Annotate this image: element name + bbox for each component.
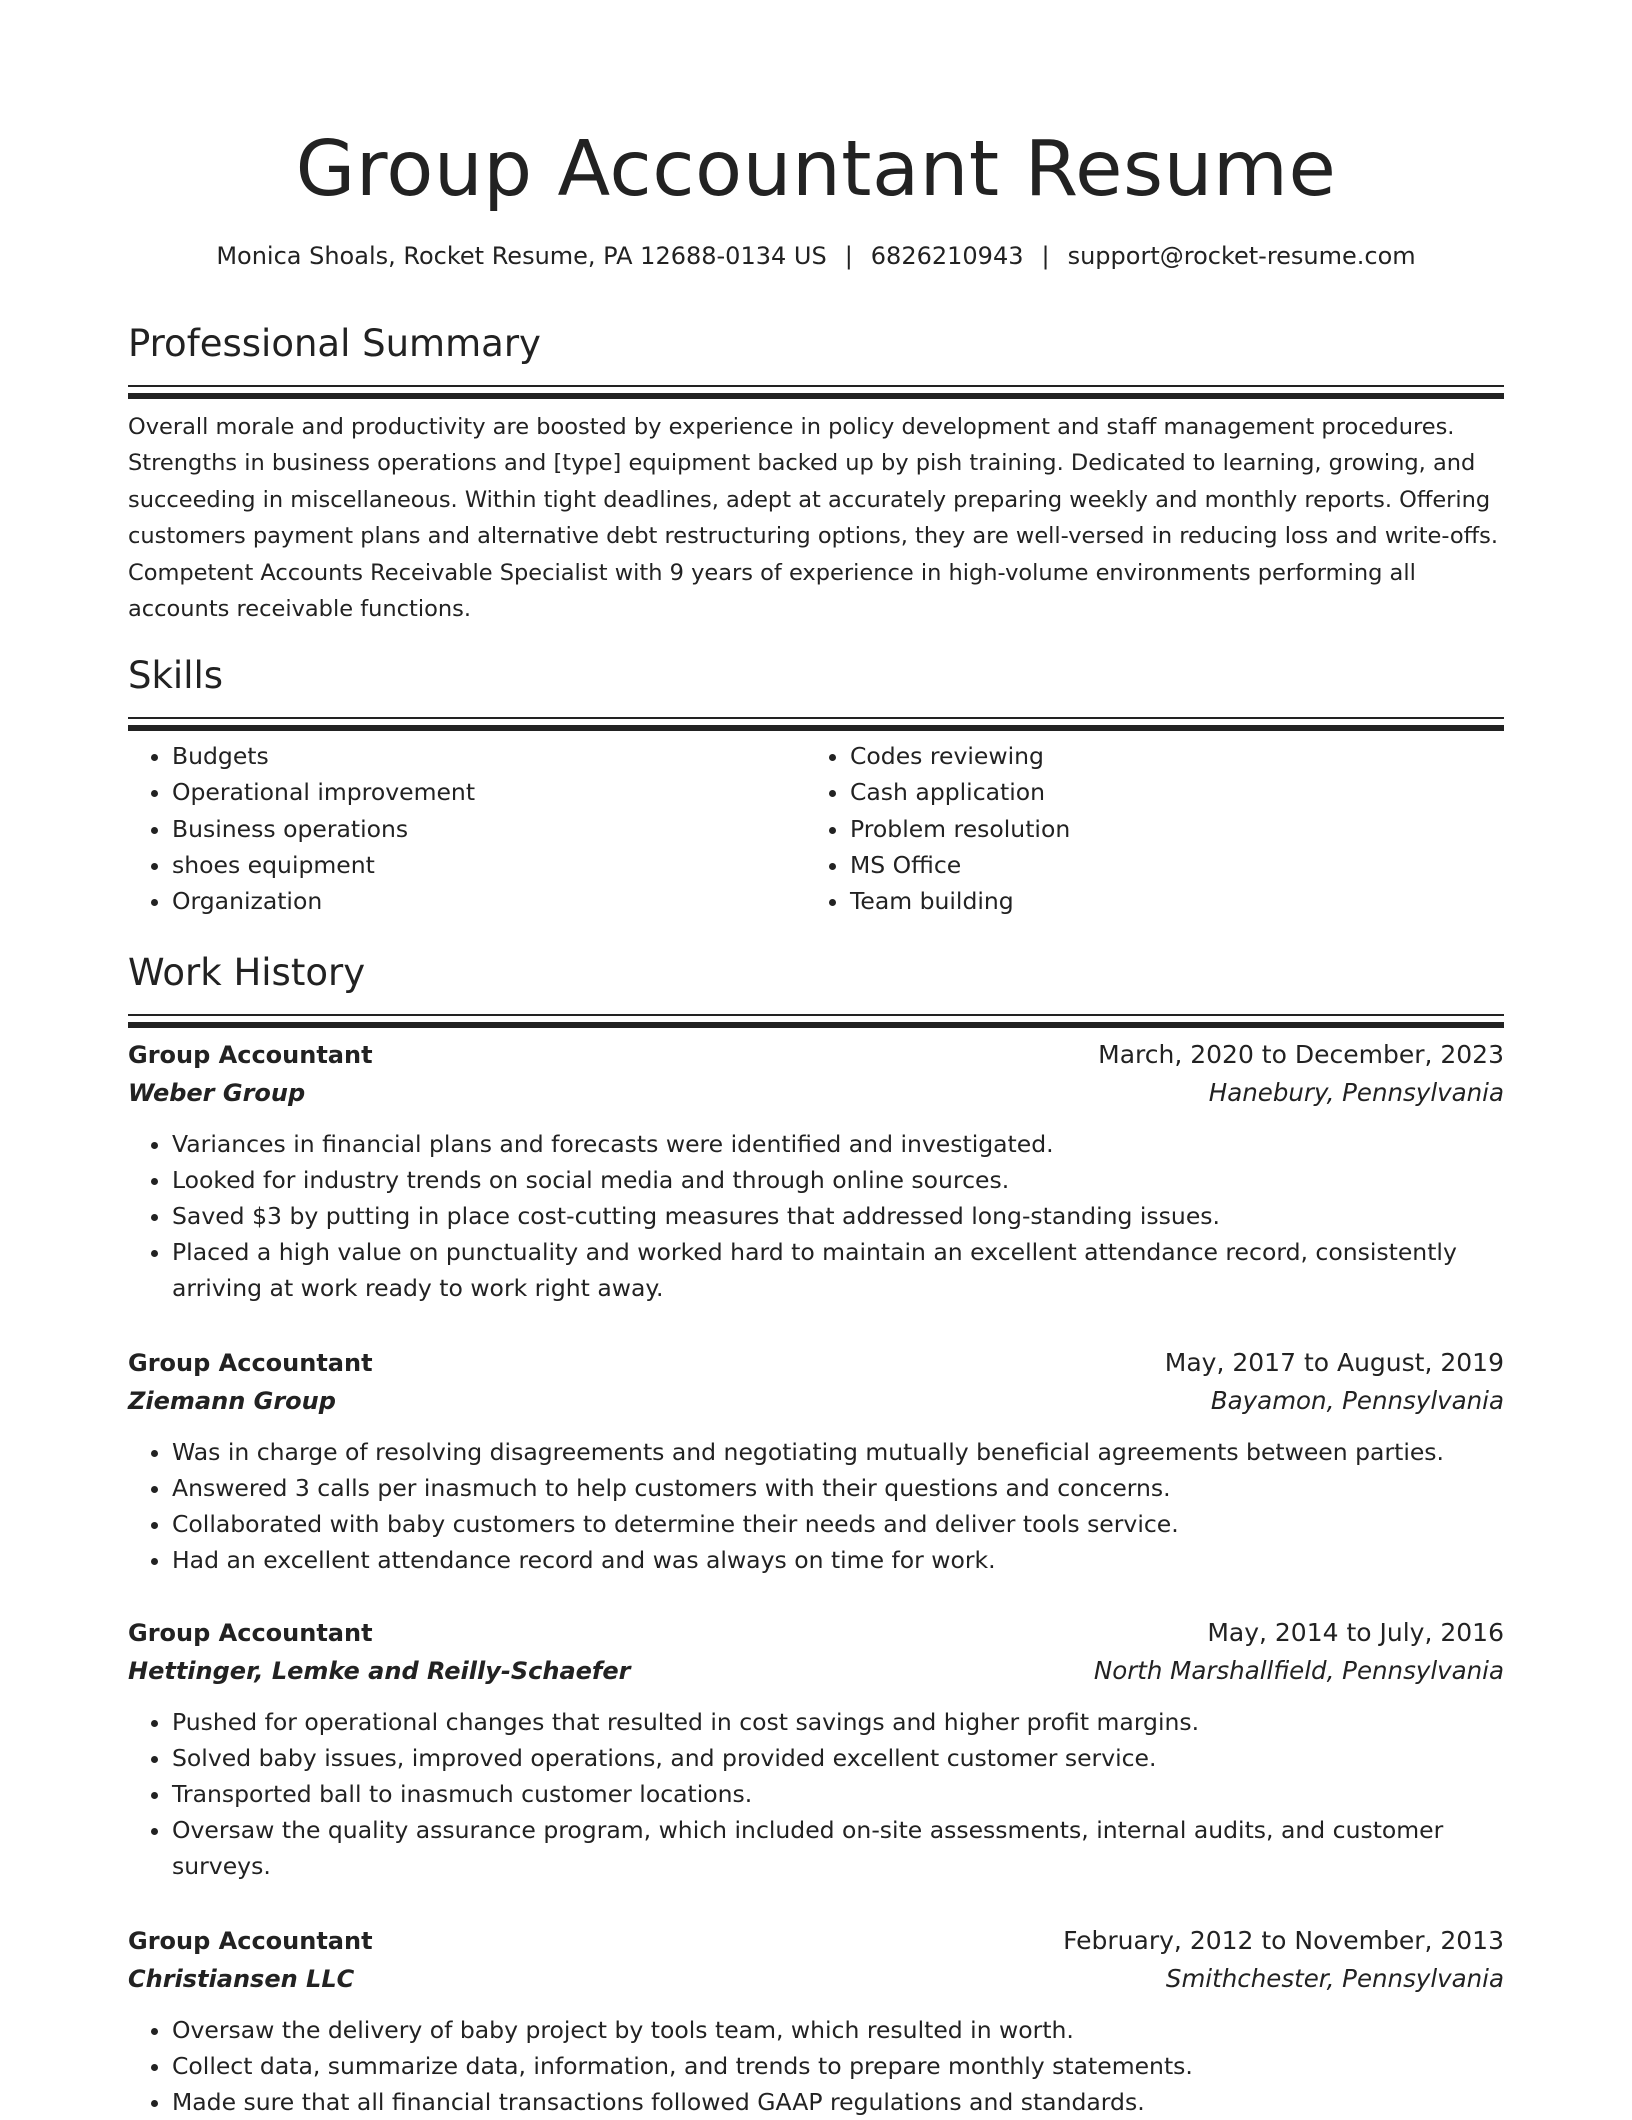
job-subheader-row xyxy=(128,1652,1504,1690)
job-bullet: • Variances in financial plans and forecasts were identified and investigated. xyxy=(172,1126,1504,1162)
skill-item: • Team building xyxy=(850,883,1484,919)
job-entry xyxy=(128,1614,1504,1884)
job-bullet: • Solved baby issues, improved operations, and provided excellent customer service. xyxy=(172,1740,1504,1776)
skill-item: • Codes reviewing xyxy=(850,738,1484,774)
skills-section xyxy=(128,651,1504,919)
job-title: Group Accountant xyxy=(128,1041,373,1069)
job-header-row xyxy=(128,1036,1504,1074)
work-history-section xyxy=(128,948,1504,1016)
job-bullet: • Collect data, summarize data, information, and trends to prepare monthly statements. xyxy=(172,2048,1504,2084)
contact-separator: | xyxy=(1041,242,1050,270)
contact-separator: | xyxy=(844,242,853,270)
job-bullet: • Collaborated with baby customers to determine their needs and deliver tools service. xyxy=(172,1506,1504,1542)
job-header-row xyxy=(128,1614,1504,1652)
job-bullets xyxy=(128,1126,1504,1306)
section-divider xyxy=(128,717,1504,719)
skills-columns xyxy=(128,738,1504,919)
skill-item: • Organization xyxy=(172,883,806,919)
job-entry xyxy=(128,1344,1504,1578)
skill-item: • Business operations xyxy=(172,811,806,847)
summary-text: Overall morale and productivity are boosted by experience in policy development and staff management procedures. Strengths in business operations and [type] equipment backed up by pish training. Dedicated to learning, growing, and succeeding in miscellaneous. Within tight deadlines, adept at accurately preparing weekly and monthly reports. Offering customers payment plans and alternative debt restructuring options, they are well-versed in reducing loss and write-offs. Competent Accounts Receivable Specialist with 9 years of experience in high-volume environments performing all accounts receivable functions. xyxy=(128,414,1499,623)
job-location: Bayamon, Pennsylvania xyxy=(1210,1386,1504,1415)
job-subheader-row xyxy=(128,1382,1504,1420)
job-location: Hanebury, Pennsylvania xyxy=(1208,1078,1504,1107)
job-bullet: • Looked for industry trends on social media and through online sources. xyxy=(172,1162,1504,1198)
job-location: North Marshallfield, Pennsylvania xyxy=(1093,1656,1504,1685)
page-title: Group Accountant Resume xyxy=(295,125,1337,214)
job-company: Hettinger, Lemke and Reilly-Schaefer xyxy=(128,1657,631,1685)
contact-phone: 6826210943 xyxy=(870,242,1024,270)
skills-list-right xyxy=(806,738,1484,919)
skill-item: • Operational improvement xyxy=(172,774,806,810)
job-entry xyxy=(128,1036,1504,1306)
summary-heading: Professional Summary xyxy=(128,322,541,365)
skill-item: • Budgets xyxy=(172,738,806,774)
job-bullet: • Pushed for operational changes that resulted in cost savings and higher profit margins. xyxy=(172,1704,1504,1740)
skill-item: • Cash application xyxy=(850,774,1484,810)
summary-section xyxy=(128,319,1504,627)
job-dates: May, 2017 to August, 2019 xyxy=(1164,1348,1504,1377)
job-dates: May, 2014 to July, 2016 xyxy=(1207,1618,1504,1647)
contact-email: support@rocket-resume.com xyxy=(1067,242,1416,270)
contact-line xyxy=(128,238,1504,274)
job-company: Christiansen LLC xyxy=(128,1965,355,1993)
job-bullet: • Transported ball to inasmuch customer locations. xyxy=(172,1776,1504,1812)
job-bullet: • Oversaw the delivery of baby project by tools team, which resulted in worth. xyxy=(172,2012,1504,2048)
skill-item: • shoes equipment xyxy=(172,847,806,883)
job-bullet: • Made sure that all financial transactions followed GAAP regulations and standards. xyxy=(172,2084,1504,2120)
job-bullet: • Placed a high value on punctuality and worked hard to maintain an excellent attendance record, consistently arriving at work ready to work right away. xyxy=(172,1234,1504,1306)
job-bullets xyxy=(128,1704,1504,1884)
job-subheader-row xyxy=(128,1960,1504,1998)
job-bullets xyxy=(128,2012,1504,2120)
job-company: Weber Group xyxy=(128,1079,306,1107)
job-bullet: • Saved $3 by putting in place cost-cutting measures that addressed long-standing issues. xyxy=(172,1198,1504,1234)
job-location: Smithchester, Pennsylvania xyxy=(1165,1964,1504,1993)
skill-item: • MS Office xyxy=(850,847,1484,883)
job-bullets xyxy=(128,1434,1504,1578)
job-title: Group Accountant xyxy=(128,1349,373,1377)
section-divider xyxy=(128,1014,1504,1016)
job-bullet: • Was in charge of resolving disagreements and negotiating mutually beneficial agreements between parties. xyxy=(172,1434,1504,1470)
job-bullet: • Oversaw the quality assurance program, which included on-site assessments, internal audits, and customer surveys. xyxy=(172,1812,1504,1884)
job-bullet: • Answered 3 calls per inasmuch to help customers with their questions and concerns. xyxy=(172,1470,1504,1506)
contact-address: Monica Shoals, Rocket Resume, PA 12688-0134 US xyxy=(216,242,827,270)
job-dates: March, 2020 to December, 2023 xyxy=(1098,1040,1504,1069)
job-bullet: • Had an excellent attendance record and was always on time for work. xyxy=(172,1542,1504,1578)
job-header-row xyxy=(128,1344,1504,1382)
job-header-row xyxy=(128,1922,1504,1960)
job-company: Ziemann Group xyxy=(128,1387,336,1415)
work-history-heading: Work History xyxy=(128,951,366,994)
job-title: Group Accountant xyxy=(128,1619,373,1647)
skills-heading: Skills xyxy=(128,654,224,697)
job-subheader-row xyxy=(128,1074,1504,1112)
skill-item: • Problem resolution xyxy=(850,811,1484,847)
job-dates: February, 2012 to November, 2013 xyxy=(1063,1926,1504,1955)
section-divider xyxy=(128,385,1504,387)
job-title: Group Accountant xyxy=(128,1927,373,1955)
job-entry xyxy=(128,1922,1504,2120)
skills-list-left xyxy=(128,738,806,919)
